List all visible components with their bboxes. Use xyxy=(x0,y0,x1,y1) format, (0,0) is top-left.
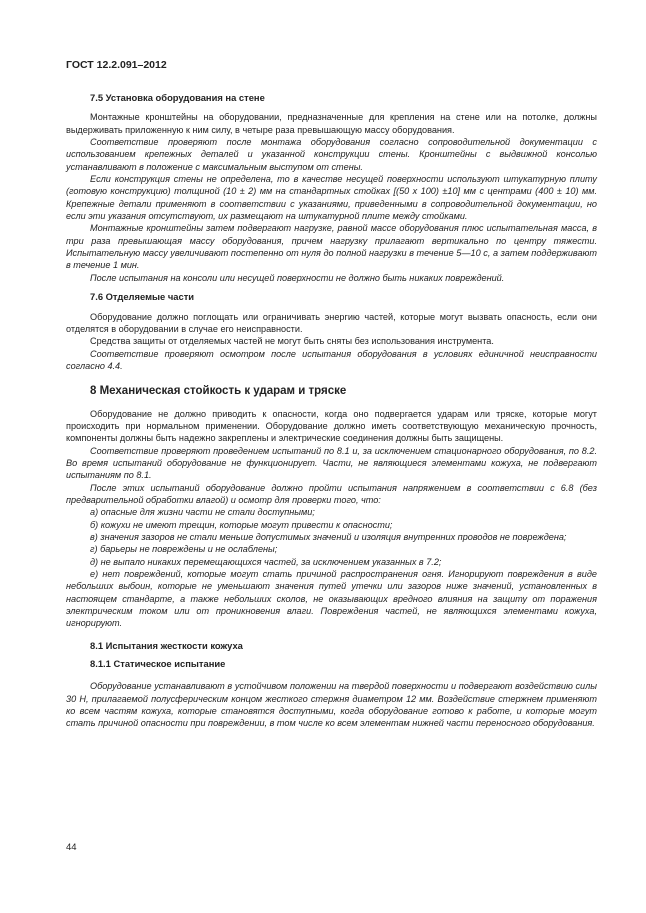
list-item: е) нет повреждений, которые могут стать причиной распространения огня. Игнорируют повреждения в виде небольших выбоин, которые не уменьшают значения путей утечки или зазоров ниже значений, установленных в настоящем стандарте, а также небольших сколов, не оказывающих вредного влияния на защиту от поражения электрическим током или от проникновения влаги. Повреждения частей, не являющихся элементами кожуха, игнорируют. xyxy=(66,569,597,629)
section-8-1-heading: 8.1 Испытания жесткости кожуха xyxy=(90,639,243,651)
list-item: б) кожухи не имеют трещин, которые могут привести к опасности; xyxy=(90,519,393,530)
list-item: г) барьеры не повреждены и не ослаблены; xyxy=(90,544,278,555)
section-7-5-heading: 7.5 Установка оборудования на стене xyxy=(90,92,265,103)
paragraph: Соответствие проверяют осмотром после испытания оборудования в условиях единичной неисправности согласно 4.4. xyxy=(66,348,597,371)
page-number: 44 xyxy=(66,842,77,853)
paragraph: После испытания на консоли или несущей поверхности не должно быть никаких повреждений. xyxy=(90,272,505,283)
paragraph: Средства защиты от отделяемых частей не могут быть сняты без использования инструмента. xyxy=(90,336,494,347)
paragraph: Если конструкция стены не определена, то в качестве несущей поверхности используют штукатурную плиту (готовую конструкцию) толщиной (10 ± 2) мм на стандартных стойках [(50 х 100) ±10] мм с центрами (400 ± 10) мм. Крепежные детали применяют в соответствии с указаниями, приведенными в сопроводительной документации, но если эти указания отсутствуют, их размещают на штукатурной плите между стойками. xyxy=(66,174,597,222)
paragraph: После этих испытаний оборудование должно пройти испытания напряжением в соответствии с 6.8 (без предварительной обработки влагой) и осмотр для проверки того, что: xyxy=(66,482,597,505)
paragraph: Монтажные кронштейны на оборудовании, предназначенные для крепления на стене или на потолке, должны выдерживать приложенную к ним силу, в четыре раза превышающую массу оборудования. xyxy=(66,112,597,135)
list-item: в) значения зазоров не стали меньше допустимых значений и изоляция внутренних проводов не повреждена; xyxy=(90,532,567,542)
paragraph: Оборудование не должно приводить к опасности, когда оно подвергается ударам или тряске, которые могут происходить при нормальном применении. Оборудование должно иметь соответствующую механическую прочность, компоненты должны быть надежно закреплены и электрические соединения должны быть защищены. xyxy=(66,408,597,444)
section-7-6-heading: 7.6 Отделяемые части xyxy=(90,291,195,303)
paragraph: Соответствие проверяют проведением испытаний по 8.1 и, за исключением стационарного оборудования, по 8.2. Во время испытаний оборудование не функционирует. Части, не являющиеся элементами кожуха, не подвергают испытаниям по 8.1. xyxy=(66,445,597,481)
paragraph: Монтажные кронштейны затем подвергают нагрузке, равной массе оборудования плюс испытательная масса, в три раза превышающая массу оборудования, причем нагрузку прилагают вертикально по центру тяжести. Испытательную массу увеличивают постепенно от нуля до полной нагрузки в течение 5—10 с, а затем поддерживают в течение 1 мин. xyxy=(66,223,597,271)
paragraph: Оборудование должно поглощать или ограничивать энергию частей, которые могут вызвать опасность, если они отделятся в оборудовании в случае его неисправности. xyxy=(66,311,597,334)
list-item: д) не выпало никаких перемещающихся частей, за исключением указанных в 7.2; xyxy=(90,556,442,567)
section-8-1-1-heading: 8.1.1 Статическое испытание xyxy=(90,658,226,670)
list-item: а) опасные для жизни части не стали доступными; xyxy=(90,507,315,518)
page-content xyxy=(66,92,597,730)
document-code-header: ГОСТ 12.2.091–2012 xyxy=(66,59,167,71)
paragraph: Оборудование устанавливают в устойчивом положении на твердой поверхности и подвергают воздействию силы 30 Н, прилагаемой полусферическим концом жесткого стержня диаметром 12 мм. Воздействие стержнем применяют ко всем частям кожуха, которые становятся доступными, когда оборудование готово к работе, и которые могут стать причиной опасности при повреждении, в том числе ко всем элементам нижней части переносного оборудования. xyxy=(66,681,597,729)
paragraph: Соответствие проверяют после монтажа оборудования согласно сопроводительной документации с использованием крепежных деталей и указанной конструкции стены. Кронштейны с выдвижной консолью устанавливают в положение с максимальным выступом от стены. xyxy=(66,137,597,172)
section-8-heading: 8 Механическая стойкость к ударам и тряске xyxy=(90,385,347,398)
